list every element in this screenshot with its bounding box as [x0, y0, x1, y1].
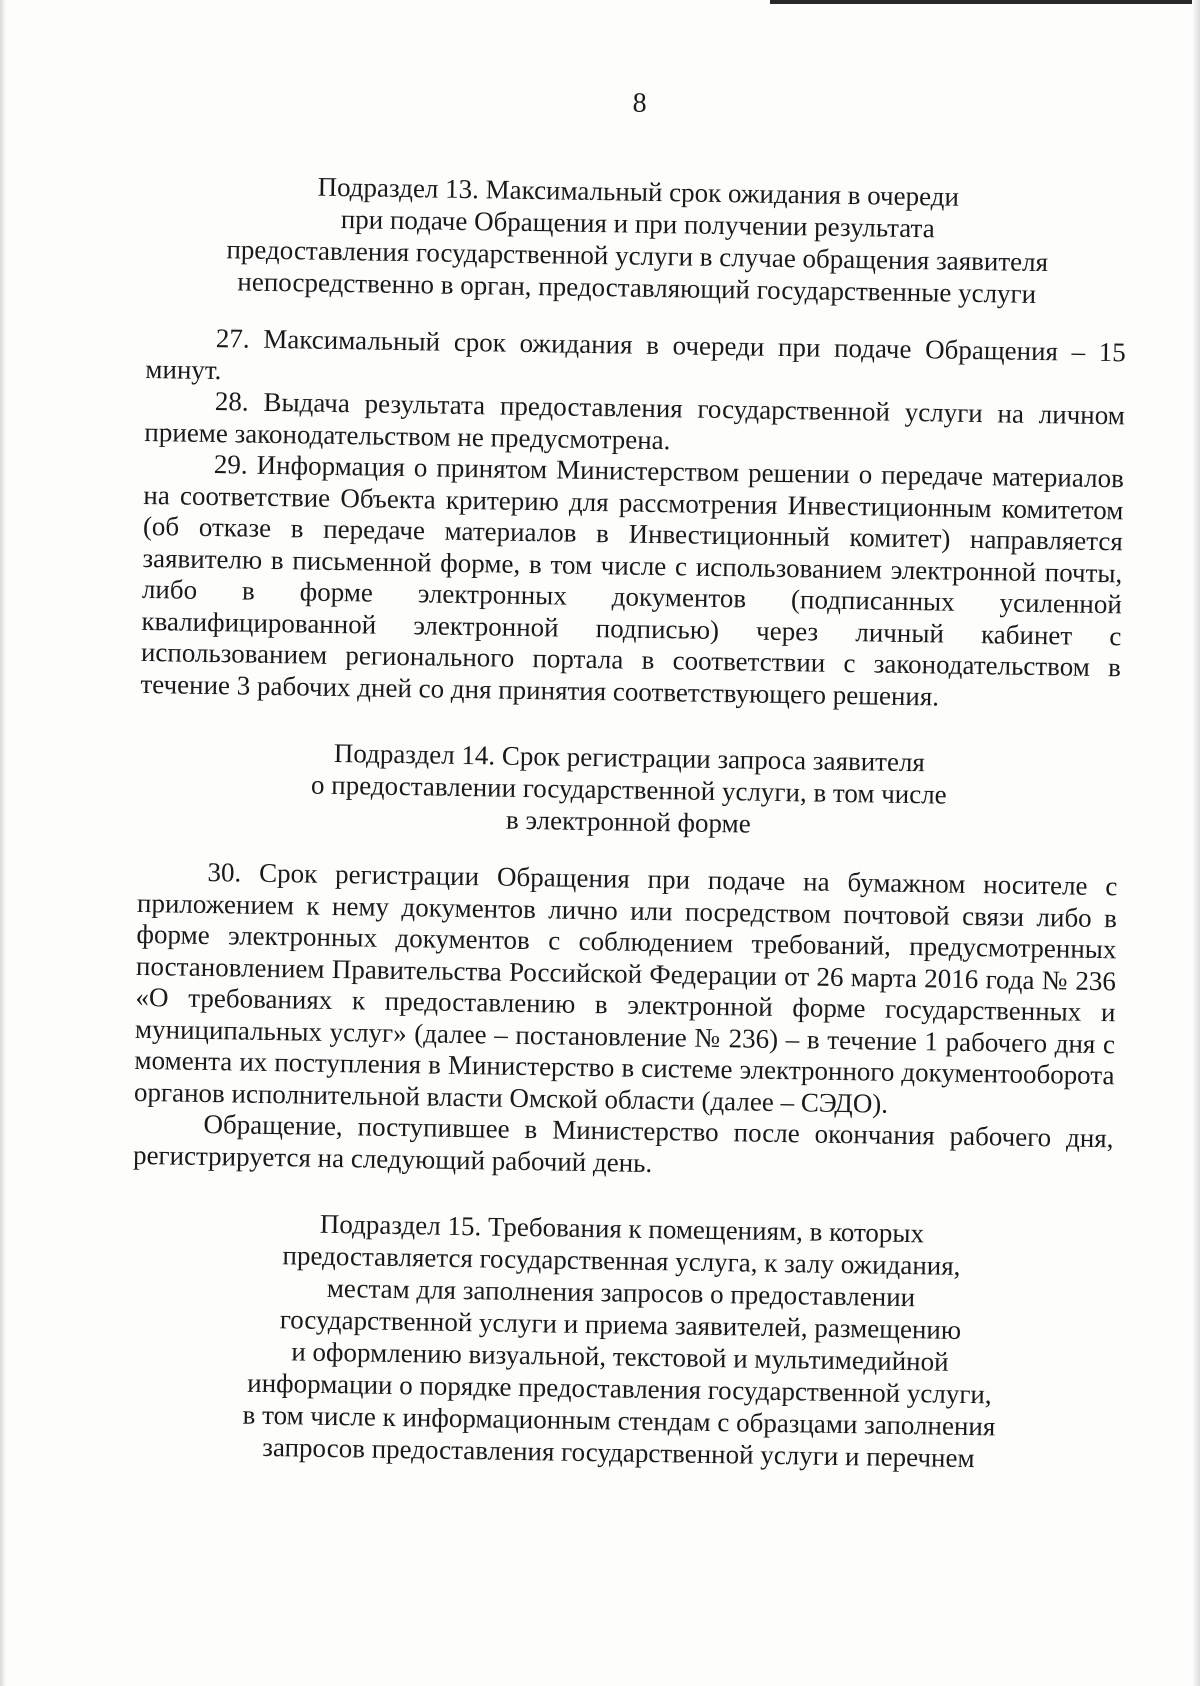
heading-line: непосредственно в орган, предоставляющий государственные услуги: [237, 266, 1037, 309]
heading-line: государственной услуги и приема заявителей, размещению: [279, 1304, 962, 1345]
paragraph-27: 27. Максимальный срок ожидания в очереди при подаче Обращения – 15 минут.: [145, 323, 1127, 385]
heading-line: при подаче Обращения и при получении результата: [340, 204, 935, 244]
page-number: 8: [632, 87, 647, 119]
section-13-heading: [147, 168, 1129, 311]
paragraph-29: 29. Информация о принятом Министерством решении о передаче материалов на соответствие Объекта критерию для рассмотрения Инвестиционным комитетом (об отказе в передаче материалов в Инвестиционный комитет) направляется заявителю в письменной форме, в том числе с использованием электронной почты, либо в форме электронных документов (подписанных усиленной квалифицированной электронной подписью) через личный кабинет с использованием регионального портала в соответствии с законодательством в течение 3 рабочих дней со дня принятия соответствующего решения.: [140, 449, 1125, 711]
section-14-heading: [138, 734, 1119, 845]
paragraph-28: 28. Выдача результата предоставления государственной услуги на личном приеме законодательством не предусмотрена.: [144, 386, 1126, 455]
heading-line: и оформлению визуальной, текстовой и мультимедийной: [291, 1336, 949, 1377]
heading-line: информации о порядке предоставления государственной услуги,: [247, 1367, 992, 1410]
heading-line: Подраздел 13. Максимальный срок ожидания в очереди: [317, 171, 960, 212]
document-content: [128, 78, 1130, 1476]
scan-top-edge: [770, 0, 1200, 4]
heading-line: о предоставлении государственной услуги, в том числе: [310, 769, 947, 810]
section-15-heading: [128, 1205, 1112, 1476]
heading-line: в электронной форме: [505, 804, 751, 839]
heading-line: в том числе к информационным стендам с образцами заполнения: [242, 1399, 996, 1442]
heading-line: запросов предоставления государственной услуги и перечнем: [262, 1431, 975, 1474]
heading-line: Подраздел 15. Требования к помещениям, в которых: [319, 1208, 925, 1249]
heading-line: местам для заполнения запросов о предоставлении: [326, 1272, 916, 1313]
paragraph-30: 30. Срок регистрации Обращения при подаче на бумажном носителе с приложением к нему документов лично или посредством почтовой связи либо в форме электронных документов с соблюдением требований, предусмотренных постановлением Правительства Российской Федерации от 26 марта 2016 года № 236 «О требованиях к предоставлению в электронной форме государственных и муниципальных услуг» (далее – постановление № 236) – в течение 1 рабочего дня с момента их поступления в Министерство в системе электронного документооборота органов исполнительной власти Омской области (далее – СЭДО).: [133, 857, 1118, 1119]
scan-right-edge: [1192, 0, 1200, 1686]
scan-left-edge: [0, 0, 6, 1686]
heading-line: Подраздел 14. Срок регистрации запроса заявителя: [333, 737, 926, 778]
heading-line: предоставления государственной услуги в случае обращения заявителя: [226, 234, 1049, 278]
paragraph-registration-next-day: Обращение, поступившее в Министерство после окончания рабочего дня, регистрируется на следующий рабочий день.: [132, 1108, 1114, 1178]
heading-line: предоставляется государственная услуга, к залу ожидания,: [282, 1240, 961, 1281]
